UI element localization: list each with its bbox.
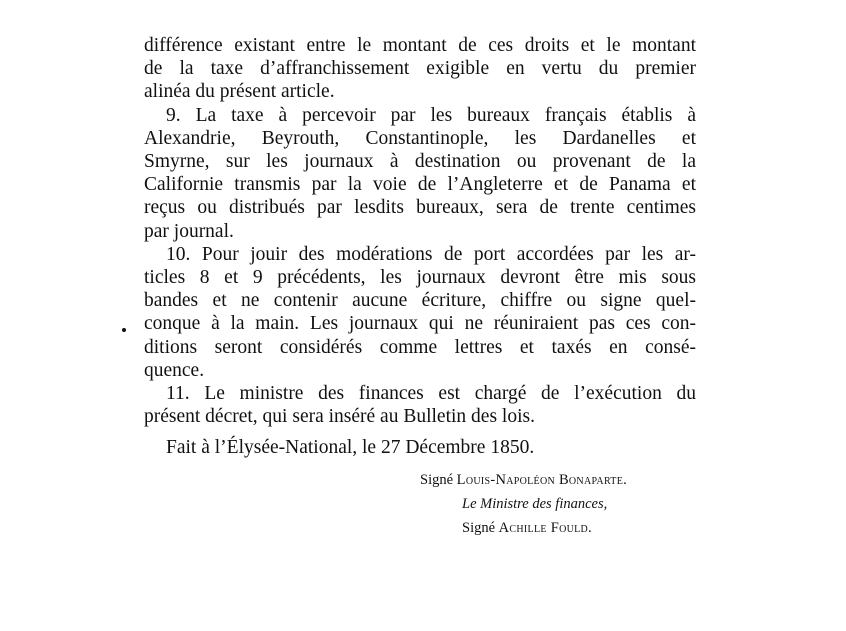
article-9-start: 9. La taxe à percevoir par les bureaux français établis à bbox=[166, 104, 696, 126]
article-10-start: 10. Pour jouir des modérations de port accordées par les ar- bbox=[166, 243, 696, 265]
text-line: différence existant entre le montant de ces droits et le montant bbox=[144, 35, 696, 56]
signature-name: Achille Fould. bbox=[498, 520, 592, 536]
text-line: Smyrne, sur les journaux à destination ou provenant de la bbox=[144, 151, 696, 173]
text-line: Californie transmis par la voie de l’Angleterre et de Panama et bbox=[144, 174, 696, 196]
signature-name: Louis-Napoléon Bonaparte. bbox=[456, 472, 628, 488]
signature-prefix: Signé bbox=[462, 520, 496, 536]
text-line: Alexandrie, Beyrouth, Constantinople, les Dardanelles et bbox=[144, 127, 696, 149]
text-line: conque à la main. Les journaux qui ne réuniraient pas ces con- bbox=[144, 313, 696, 335]
text-line: ticles 8 et 9 précédents, les journaux devront être mis sous bbox=[144, 267, 696, 289]
text-line: présent décret, qui sera inséré au Bulletin des lois. bbox=[144, 406, 535, 428]
signature-prefix: Signé bbox=[420, 472, 454, 488]
margin-mark bbox=[122, 328, 126, 332]
cropped-previous-line bbox=[144, 16, 464, 24]
date-place-line: Fait à l’Élysée-National, le 27 Décembre 1850. bbox=[166, 437, 535, 458]
minister-title: Le Ministre des finances, bbox=[462, 496, 608, 512]
signature-minister bbox=[462, 520, 592, 537]
text-line: bandes et ne contenir aucune écriture, chiffre ou signe quel- bbox=[144, 290, 696, 312]
text-line: par journal. bbox=[144, 220, 234, 242]
decree-text bbox=[144, 34, 696, 428]
text-line: ditions seront considérés comme lettres et taxés en consé- bbox=[144, 336, 696, 358]
text-line: quence. bbox=[144, 359, 205, 381]
text-line: alinéa du présent article. bbox=[144, 81, 335, 103]
signature-president bbox=[420, 472, 627, 489]
article-11-start: 11. Le ministre des finances est chargé de l’exécution du bbox=[166, 383, 696, 405]
text-line: reçus ou distribués par lesdits bureaux, sera de trente centimes bbox=[144, 197, 696, 219]
text-line: de la taxe d’affranchissement exigible en vertu du premier bbox=[144, 58, 696, 80]
